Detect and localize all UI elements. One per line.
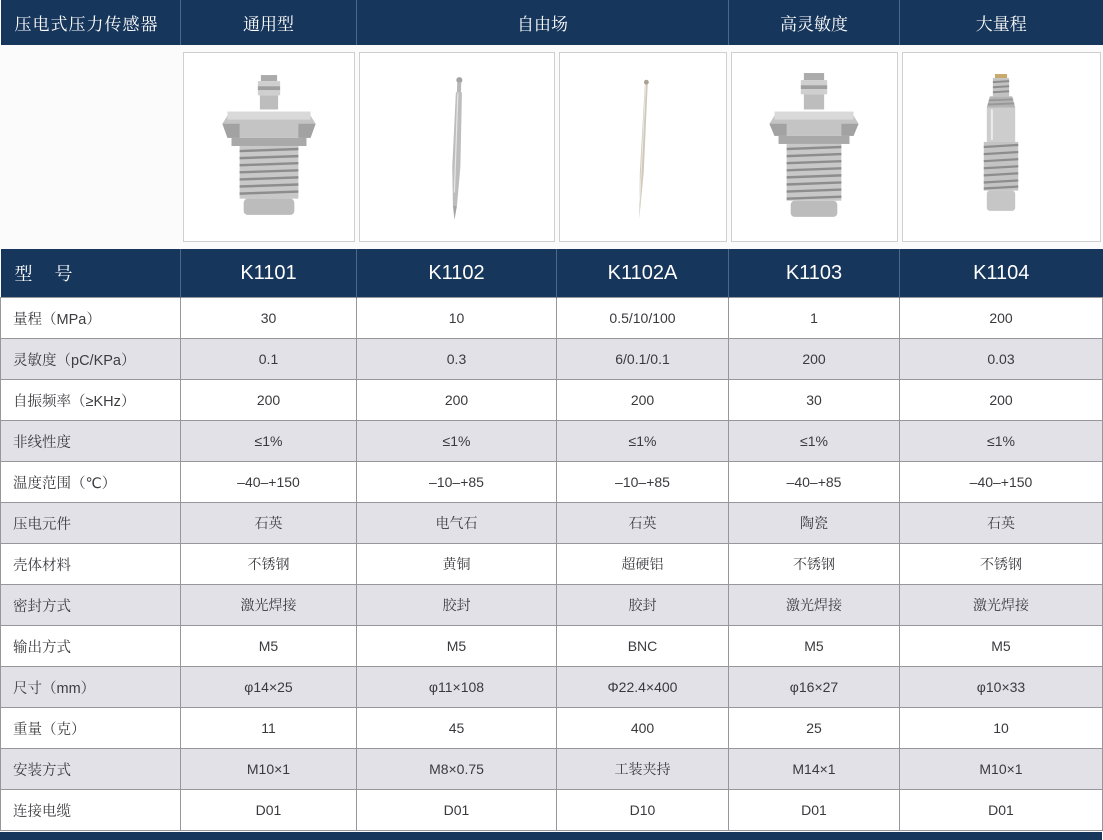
spec-value: φ16×27 <box>729 667 900 708</box>
spec-row-label: 灵敏度（pC/KPa） <box>1 339 181 380</box>
spec-value: 陶瓷 <box>729 503 900 544</box>
spec-value: M14×1 <box>729 749 900 790</box>
spec-value: 不锈钢 <box>729 544 900 585</box>
spec-value: ≤1% <box>729 421 900 462</box>
spec-row <box>1 585 1103 626</box>
spec-value: 石英 <box>557 503 729 544</box>
photo-k1103 <box>731 52 898 242</box>
spec-row-label: 非线性度 <box>1 421 181 462</box>
spec-value: D10 <box>557 790 729 831</box>
product-photo-row <box>1 46 1103 248</box>
model-row-label: 型 号 <box>1 248 181 298</box>
spec-value: ≤1% <box>181 421 357 462</box>
spec-value: 胶封 <box>357 585 557 626</box>
model-k1104: K1104 <box>900 248 1103 298</box>
spec-row-label: 温度范围（℃） <box>1 462 181 503</box>
spec-value: 0.5/10/100 <box>557 298 729 339</box>
spec-value: 200 <box>729 339 900 380</box>
spec-row <box>1 544 1103 585</box>
category-free-field: 自由场 <box>357 0 729 46</box>
spec-row-label: 安装方式 <box>1 749 181 790</box>
spec-value: M5 <box>900 626 1103 667</box>
spec-value: 不锈钢 <box>900 544 1103 585</box>
category-high-sensitivity: 高灵敏度 <box>729 0 900 46</box>
spec-value: D01 <box>357 790 557 831</box>
spec-value: 工装夹持 <box>557 749 729 790</box>
spec-row <box>1 667 1103 708</box>
spec-value: D01 <box>729 790 900 831</box>
photo-k1102 <box>359 52 555 242</box>
spec-value: 0.03 <box>900 339 1103 380</box>
spec-row <box>1 708 1103 749</box>
spec-value: 不锈钢 <box>181 544 357 585</box>
spec-value: 400 <box>557 708 729 749</box>
spec-row-label: 量程（MPa） <box>1 298 181 339</box>
spec-value: M10×1 <box>181 749 357 790</box>
spec-value: –10–+85 <box>357 462 557 503</box>
spec-value: 45 <box>357 708 557 749</box>
spec-row-label: 重量（克） <box>1 708 181 749</box>
spec-rows <box>1 298 1103 831</box>
model-k1103: K1103 <box>729 248 900 298</box>
spec-value: 30 <box>729 380 900 421</box>
spec-row-label: 连接电缆 <box>1 790 181 831</box>
spec-value: 11 <box>181 708 357 749</box>
slim-threaded-sensor-icon <box>945 71 1057 223</box>
spec-value: 0.3 <box>357 339 557 380</box>
spec-row <box>1 749 1103 790</box>
spec-row-label: 壳体材料 <box>1 544 181 585</box>
spec-row <box>1 626 1103 667</box>
thin-needle-probe-sensor-icon <box>587 71 699 223</box>
spec-value: D01 <box>900 790 1103 831</box>
spec-value: 电气石 <box>357 503 557 544</box>
spec-value: 石英 <box>900 503 1103 544</box>
model-k1102: K1102 <box>357 248 557 298</box>
model-row <box>1 248 1103 298</box>
needle-probe-sensor-icon <box>401 71 513 223</box>
spec-value: 超硬铝 <box>557 544 729 585</box>
spec-value: φ10×33 <box>900 667 1103 708</box>
spec-value: –10–+85 <box>557 462 729 503</box>
spec-value: 1 <box>729 298 900 339</box>
spec-value: 6/0.1/0.1 <box>557 339 729 380</box>
spec-row-label: 输出方式 <box>1 626 181 667</box>
spec-value: –40–+85 <box>729 462 900 503</box>
model-k1102a: K1102A <box>557 248 729 298</box>
page-title: 压电式压力传感器 <box>1 0 181 46</box>
spec-value: 10 <box>900 708 1103 749</box>
category-general: 通用型 <box>181 0 357 46</box>
spec-value: 0.1 <box>181 339 357 380</box>
spec-value: 30 <box>181 298 357 339</box>
spec-value: D01 <box>181 790 357 831</box>
spec-value: –40–+150 <box>900 462 1103 503</box>
spec-value: M8×0.75 <box>357 749 557 790</box>
spec-row-label: 尺寸（mm） <box>1 667 181 708</box>
spec-value: ≤1% <box>900 421 1103 462</box>
spec-value: ≤1% <box>557 421 729 462</box>
spec-row <box>1 462 1103 503</box>
spec-value: 200 <box>557 380 729 421</box>
spec-row <box>1 339 1103 380</box>
spec-value: Φ22.4×400 <box>557 667 729 708</box>
spec-value: 200 <box>181 380 357 421</box>
spec-value: 200 <box>900 380 1103 421</box>
spec-value: φ14×25 <box>181 667 357 708</box>
spec-value: M5 <box>357 626 557 667</box>
spec-value: φ11×108 <box>357 667 557 708</box>
spec-value: 200 <box>357 380 557 421</box>
photo-k1102a <box>559 52 727 242</box>
spec-value: 25 <box>729 708 900 749</box>
hex-threaded-sensor-icon <box>213 71 325 223</box>
spec-value: 200 <box>900 298 1103 339</box>
bottom-accent-bar <box>0 832 1102 840</box>
spec-row <box>1 380 1103 421</box>
spec-value: 10 <box>357 298 557 339</box>
category-large-range: 大量程 <box>900 0 1103 46</box>
photo-k1104 <box>902 52 1101 242</box>
spec-value: 激光焊接 <box>900 585 1103 626</box>
spec-value: 黄铜 <box>357 544 557 585</box>
spec-value: M5 <box>729 626 900 667</box>
spec-value: M5 <box>181 626 357 667</box>
model-k1101: K1101 <box>181 248 357 298</box>
spec-value: 石英 <box>181 503 357 544</box>
spec-value: ≤1% <box>357 421 557 462</box>
spec-value: –40–+150 <box>181 462 357 503</box>
spec-row-label: 密封方式 <box>1 585 181 626</box>
spec-value: 激光焊接 <box>181 585 357 626</box>
spec-row <box>1 298 1103 339</box>
photo-row-spacer <box>1 46 181 248</box>
spec-row <box>1 503 1103 544</box>
spec-value: BNC <box>557 626 729 667</box>
photo-k1101 <box>183 52 355 242</box>
category-header-row <box>1 0 1103 46</box>
spec-value: 胶封 <box>557 585 729 626</box>
spec-value: M10×1 <box>900 749 1103 790</box>
spec-value: 激光焊接 <box>729 585 900 626</box>
spec-row-label: 自振频率（≥KHz） <box>1 380 181 421</box>
spec-row-label: 压电元件 <box>1 503 181 544</box>
spec-row <box>1 790 1103 831</box>
hex-threaded-sensor-tall-icon <box>758 71 870 223</box>
spec-row <box>1 421 1103 462</box>
